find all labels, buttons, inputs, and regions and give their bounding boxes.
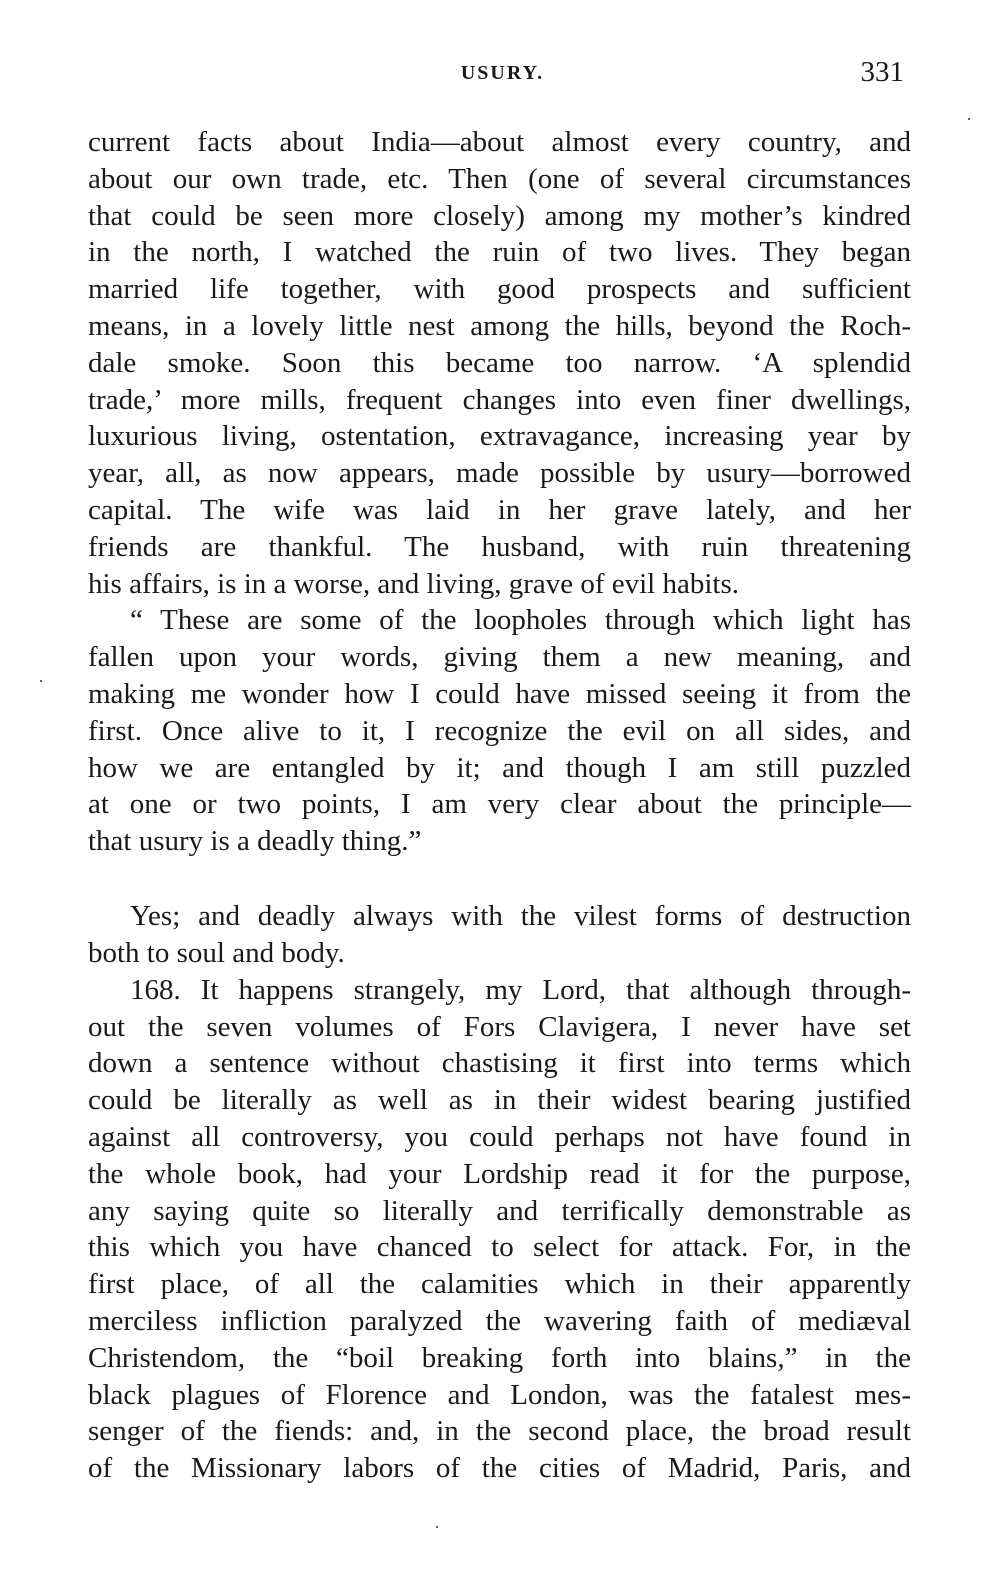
text-line: about our own trade, etc. Then (one of several circumstances <box>88 163 911 195</box>
running-head <box>95 56 910 96</box>
page-number: 331 <box>860 56 904 88</box>
scan-speck <box>40 680 42 682</box>
text-line: that usury is a deadly thing.” <box>88 825 422 857</box>
text-line: merciless infliction paralyzed the wavering faith of mediæval <box>88 1305 911 1337</box>
text-line: trade,’ more mills, frequent changes into even finer dwellings, <box>88 384 911 416</box>
text-line: in the north, I watched the ruin of two lives. They began <box>88 236 911 268</box>
text-line: both to soul and body. <box>88 937 345 969</box>
text-line: Yes; and deadly always with the vilest forms of destruction <box>130 900 911 932</box>
text-line: that could be seen more closely) among my mother’s kindred <box>88 200 911 232</box>
text-line: current facts about India—about almost every country, and <box>88 126 911 158</box>
text-line: dale smoke. Soon this became too narrow. ‘A splendid <box>88 347 911 379</box>
text-line: Christendom, the “boil breaking forth into blains,” in the <box>88 1342 911 1374</box>
text-line: this which you have chanced to select for attack. For, in the <box>88 1231 911 1263</box>
text-line: married life together, with good prospects and sufficient <box>88 273 911 305</box>
scan-speck <box>968 118 970 120</box>
text-line: senger of the fiends: and, in the second place, the broad result <box>88 1415 911 1447</box>
text-line: out the seven volumes of Fors Clavigera, I never have set <box>88 1011 911 1043</box>
text-line: the whole book, had your Lordship read it for the purpose, <box>88 1158 911 1190</box>
text-line: capital. The wife was laid in her grave lately, and her <box>88 494 911 526</box>
text-line: friends are thankful. The husband, with ruin threatening <box>88 531 911 563</box>
text-line: fallen upon your words, giving them a new meaning, and <box>88 641 911 673</box>
text-line: black plagues of Florence and London, was the fatalest mes- <box>88 1379 911 1411</box>
text-line: first place, of all the calamities which in their apparently <box>88 1268 911 1300</box>
text-line: luxurious living, ostentation, extravagance, increasing year by <box>88 420 911 452</box>
text-line: 168. It happens strangely, my Lord, that although through- <box>130 974 911 1006</box>
text-line: down a sentence without chastising it first into terms which <box>88 1047 911 1079</box>
text-line: means, in a lovely little nest among the hills, beyond the Roch- <box>88 310 911 342</box>
text-line: at one or two points, I am very clear about the principle— <box>88 788 911 820</box>
scan-speck <box>436 1526 438 1528</box>
text-line: could be literally as well as in their widest bearing justified <box>88 1084 911 1116</box>
text-line: of the Missionary labors of the cities of Madrid, Paris, and <box>88 1452 911 1484</box>
text-line: first. Once alive to it, I recognize the evil on all sides, and <box>88 715 911 747</box>
text-line: his affairs, is in a worse, and living, grave of evil habits. <box>88 568 740 600</box>
text-line: “ These are some of the loopholes through which light has <box>130 604 911 636</box>
text-line: making me wonder how I could have missed seeing it from the <box>88 678 911 710</box>
running-title: USURY. <box>460 62 545 84</box>
text-line: how we are entangled by it; and though I am still puzzled <box>88 752 911 784</box>
text-line: any saying quite so literally and terrifically demonstrable as <box>88 1195 911 1227</box>
text-line: against all controversy, you could perhaps not have found in <box>88 1121 911 1153</box>
text-line: year, all, as now appears, made possible by usury—borrowed <box>88 457 911 489</box>
